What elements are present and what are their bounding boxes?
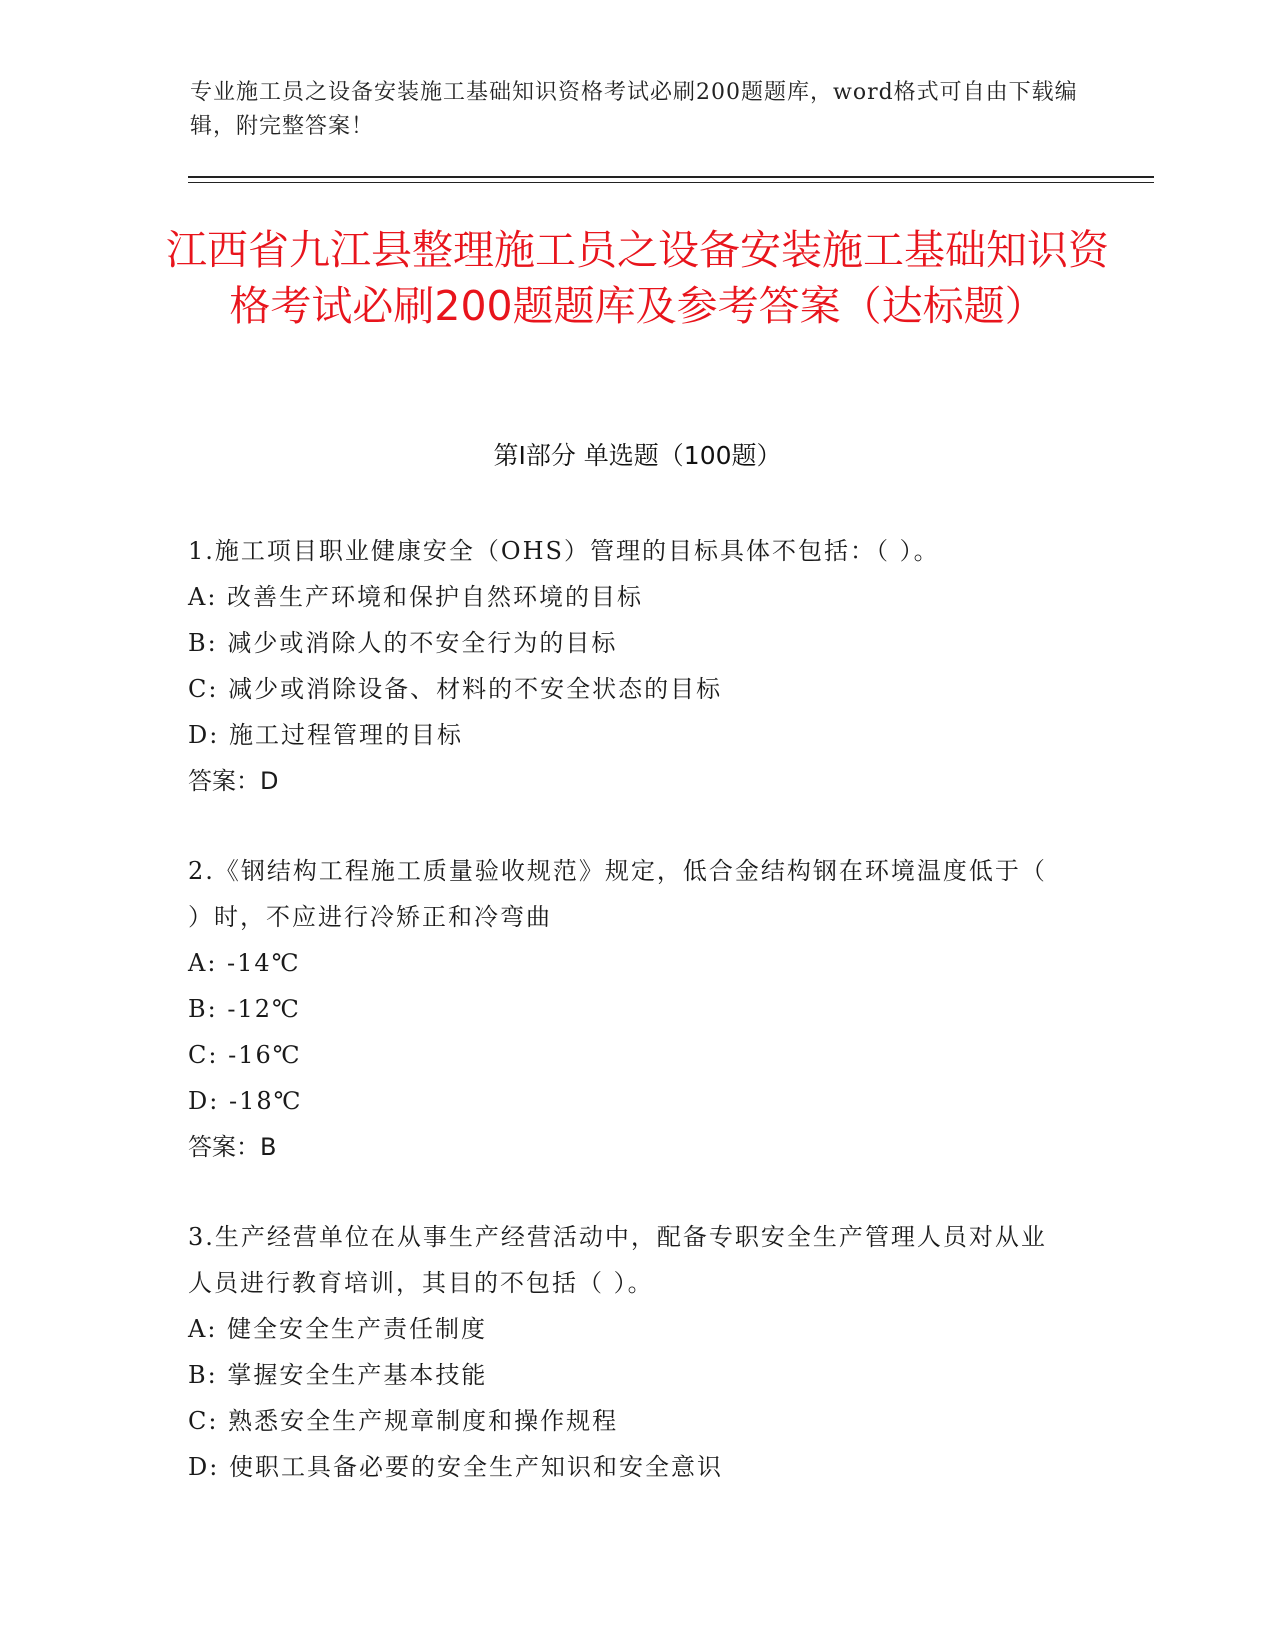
answer: 答案：B [188, 1133, 277, 1161]
question-stem: 2.《钢结构工程施工质量验收规范》规定，低合金结构钢在环境温度低于（ ）时，不应进行冷矫正和冷弯曲 [188, 857, 1047, 931]
question-stem: 3.生产经营单位在从事生产经营活动中，配备专职安全生产管理人员对从业人员进行教育培训，其目的不包括（ ）。 [188, 1223, 1047, 1297]
option-d: D: 施工过程管理的目标 [188, 721, 463, 749]
document-title: 江西省九江县整理施工员之设备安装施工基础知识资格考试必刷200题题库及参考答案（达标题） [166, 226, 1109, 330]
option-a: A: 健全安全生产责任制度 [188, 1315, 488, 1343]
question-list [188, 528, 1068, 1534]
option-d: D: -18℃ [188, 1087, 303, 1115]
option-a: A: 改善生产环境和保护自然环境的目标 [188, 583, 644, 611]
question-1 [188, 528, 1068, 804]
header-note: 专业施工员之设备安装施工基础知识资格考试必刷200题题库，word格式可自由下载编辑，附完整答案！ [190, 80, 1078, 139]
option-b: B: -12℃ [188, 995, 301, 1023]
answer: 答案：D [188, 767, 279, 795]
option-b: B: 减少或消除人的不安全行为的目标 [188, 629, 618, 657]
option-c: C: -16℃ [188, 1041, 302, 1069]
question-3 [188, 1214, 1068, 1490]
option-c: C: 熟悉安全生产规章制度和操作规程 [188, 1407, 619, 1435]
option-d: D: 使职工具备必要的安全生产知识和安全意识 [188, 1453, 723, 1481]
question-stem: 1.施工项目职业健康安全（OHS）管理的目标具体不包括：（ ）。 [188, 537, 940, 565]
section-heading: 第Ⅰ部分 单选题（100题） [493, 441, 782, 470]
question-2 [188, 848, 1068, 1170]
option-c: C: 减少或消除设备、材料的不安全状态的目标 [188, 675, 723, 703]
header-divider-thin [188, 182, 1154, 183]
option-b: B: 掌握安全生产基本技能 [188, 1361, 488, 1389]
header-divider-thick [188, 176, 1154, 178]
option-a: A: -14℃ [188, 949, 301, 977]
